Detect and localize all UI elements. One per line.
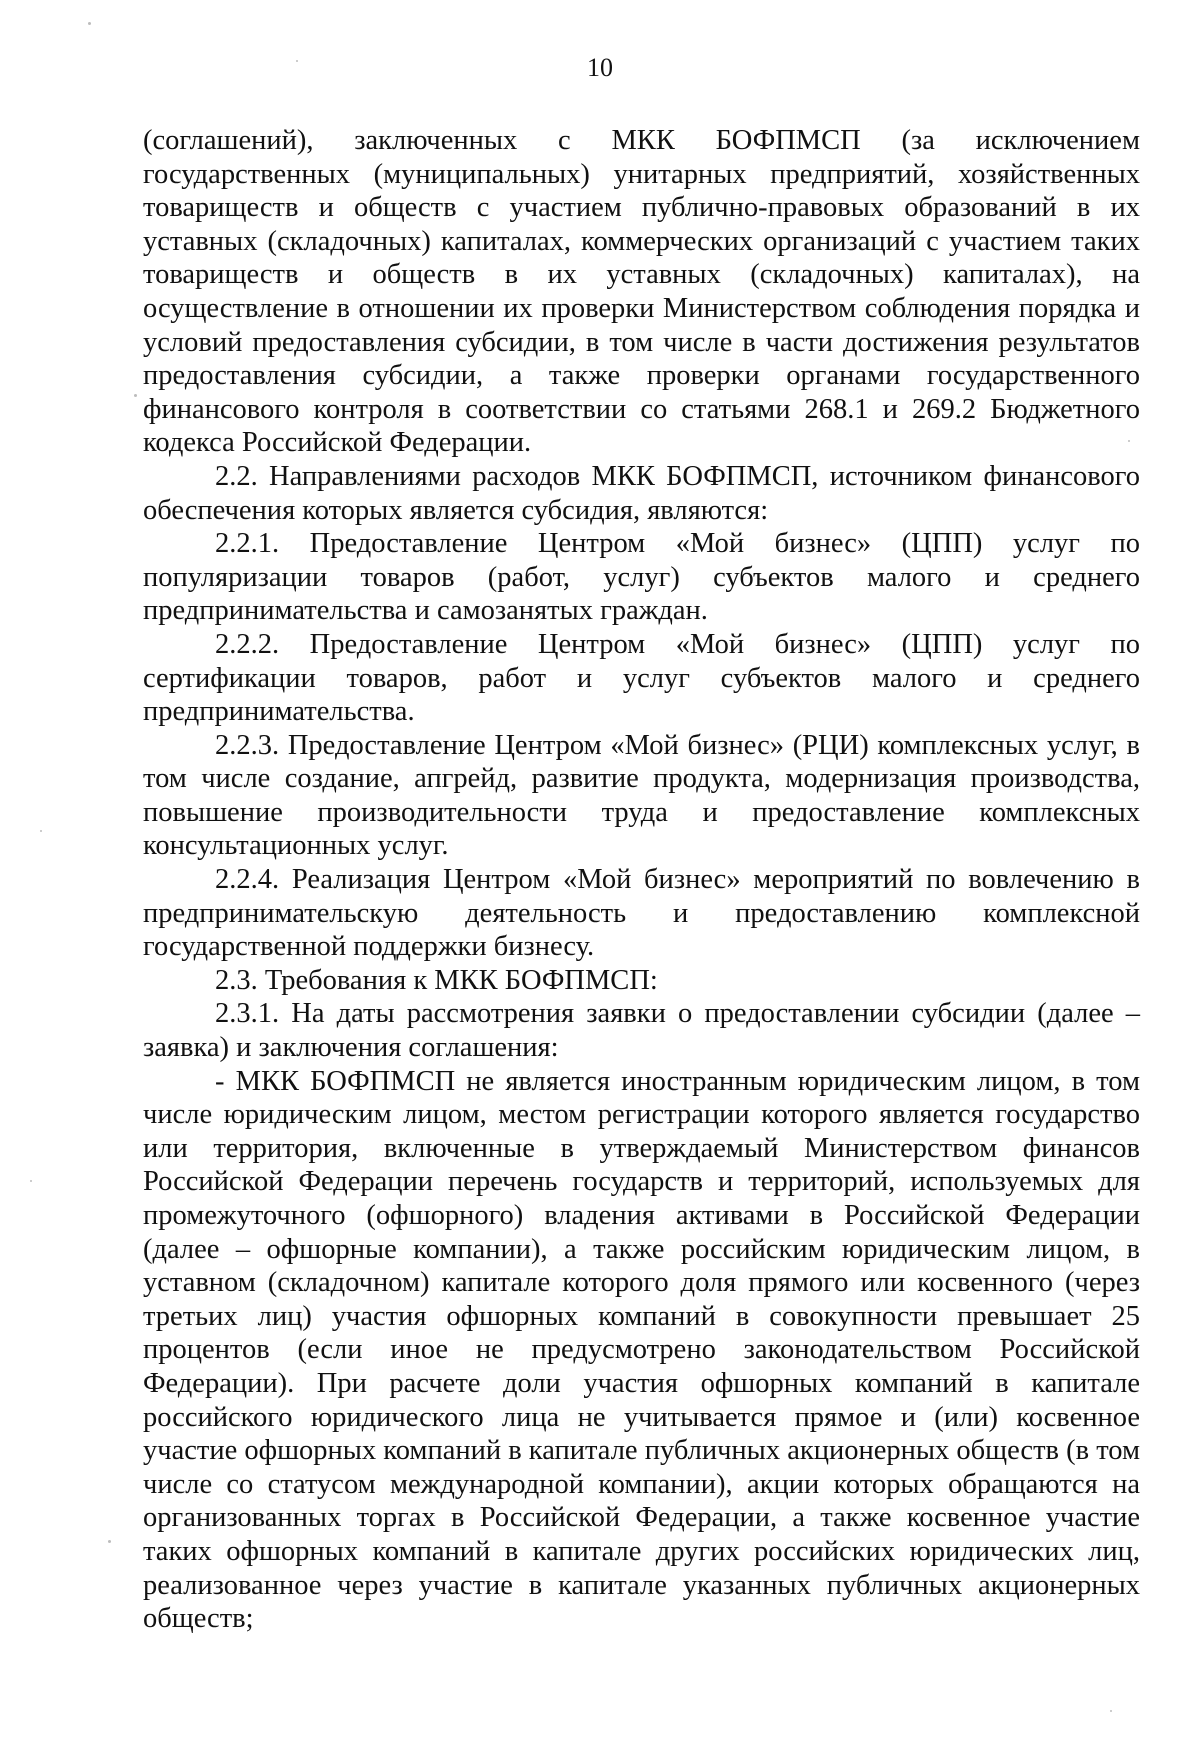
scan-speck xyxy=(1110,1710,1112,1712)
scan-speck xyxy=(40,830,42,832)
paragraph-2-3: 2.3. Требования к МКК БОФПМСП: xyxy=(215,964,658,996)
paragraph-continuation: (соглашений), заключенных с МКК БОФПМСП (за исключением государственных (муниципальных) унитарных предприятий, хозяйственных товариществ и обществ с участием публично-правовых образований в их уставных (складочных) капиталах, коммерческих организаций с участием таких товариществ и обществ в их уставных (складочных) капиталах), на осуществление в отношении их проверки Министерством соблюдения порядка и условий предоставления субсидии, в том числе в части достижения результатов предоставления субсидии, а также проверки органами государственного финансового контроля в соответствии со статьями 268.1 и 269.2 Бюджетного кодекса Российской Федерации. xyxy=(143,125,1140,459)
document-body xyxy=(143,124,1140,1636)
scan-speck xyxy=(134,394,137,397)
paragraph-requirement-offshore: - МКК БОФПМСП не является иностранным юридическим лицом, в том числе юридическим лицом, местом регистрации которого является государство или территория, включенные в утверждаемый Министерством финансов Российской Федерации перечень государств и территорий, используемых для промежуточного (офшорного) владения активами в Российской Федерации (далее – офшорные компании), а также российским юридическим лицом, в уставном (складочном) капитале которого доля прямого или косвенного (через третьих лиц) участия офшорных компаний в совокупности превышает 25 процентов (если иное не предусмотрено законодательством Российской Федерации). При расчете доли участия офшорных компаний в капитале российского юридического лица не учитывается прямое и (или) косвенное участие офшорных компаний в капитале публичных акционерных обществ (в том числе со статусом международной компании), акции которых обращаются на организованных торгах в Российской Федерации, а также косвенное участие таких офшорных компаний в капитале других российских юридических лиц, реализованное через участие в капитале указанных публичных акционерных обществ; xyxy=(143,1065,1141,1635)
scan-speck xyxy=(30,1180,32,1182)
paragraph-2-2-4: 2.2.4. Реализация Центром «Мой бизнес» мероприятий по вовлечению в предпринимательскую деятельность и предоставлению комплексной государственной поддержки бизнесу. xyxy=(143,864,1140,963)
paragraph-2-2-3: 2.2.3. Предоставление Центром «Мой бизнес» (РЦИ) комплексных услуг, в том числе создание, апгрейд, развитие продукта, модернизация производства, повышение производительности труда и предоставление комплексных консультационных услуг. xyxy=(143,729,1140,862)
paragraph-2-2-2: 2.2.2. Предоставление Центром «Мой бизнес» (ЦПП) услуг по сертификации товаров, работ и услуг субъектов малого и среднего предпринимательства. xyxy=(143,628,1140,728)
scan-speck xyxy=(296,60,298,62)
scan-speck xyxy=(108,1540,111,1543)
scan-speck xyxy=(1128,440,1130,442)
paragraph-2-2-1: 2.2.1. Предоставление Центром «Мой бизнес» (ЦПП) услуг по популяризации товаров (работ, услуг) субъектов малого и среднего предпринимательства и самозанятых граждан. xyxy=(143,528,1140,627)
scan-speck xyxy=(88,22,91,25)
paragraph-2-2: 2.2. Направлениями расходов МКК БОФПМСП, источником финансового обеспечения которых является субсидия, являются: xyxy=(143,460,1140,526)
page-number: 10 xyxy=(587,53,613,82)
paragraph-2-3-1: 2.3.1. На даты рассмотрения заявки о предоставлении субсидии (далее – заявка) и заключения соглашения: xyxy=(143,998,1140,1064)
